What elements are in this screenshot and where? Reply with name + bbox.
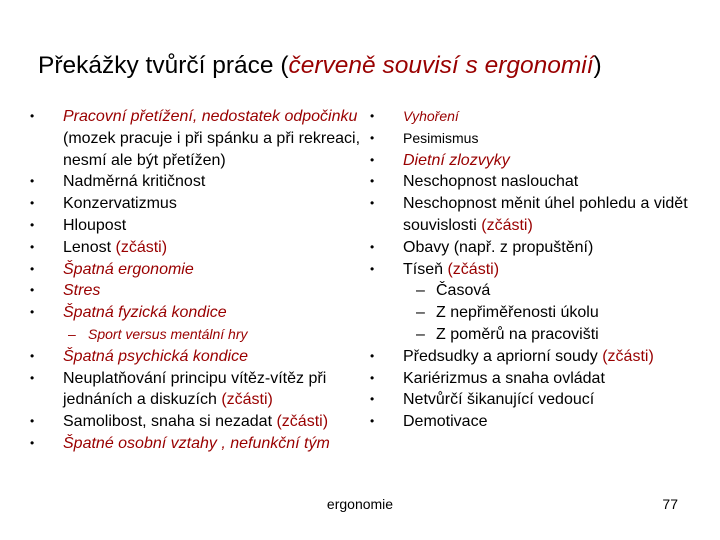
- dash-icon: –: [416, 325, 425, 343]
- list-item: [28, 302, 368, 324]
- bullet-icon: •: [30, 435, 35, 450]
- item-text: Nadměrná kritičnost: [63, 173, 206, 191]
- list-item: [28, 193, 368, 215]
- item-text: Obavy (např. z propuštění): [403, 238, 594, 256]
- bullet-icon: •: [370, 239, 375, 254]
- bullet-icon: •: [370, 370, 375, 385]
- page-number: 77: [662, 496, 678, 512]
- sub-list-item: [28, 324, 368, 346]
- dash-icon: –: [68, 325, 76, 342]
- bullet-icon: •: [30, 174, 35, 189]
- item-text: Špatná fyzická kondice: [63, 304, 227, 322]
- item-text: Špatná ergonomie: [63, 260, 194, 278]
- list-item: [28, 259, 368, 281]
- bullet-icon: •: [370, 196, 375, 211]
- item-text: Netvůrčí šikanující vedoucí: [403, 391, 595, 409]
- item-text: Hloupost: [63, 216, 127, 234]
- list-item: [28, 106, 368, 171]
- list-item: [368, 368, 713, 390]
- item-text: Vyhoření: [403, 108, 459, 124]
- bullet-icon: •: [370, 152, 375, 167]
- list-item: [368, 259, 713, 281]
- item-text: Z poměrů na pracovišti: [436, 325, 599, 343]
- bullet-icon: •: [370, 261, 375, 276]
- list-item: [368, 237, 713, 259]
- bullet-icon: •: [30, 414, 35, 429]
- sub-list-item: [368, 280, 713, 302]
- right-bullet-list: [368, 106, 713, 433]
- item-text: Neuplatňování principu vítěz-vítěz při jednáních a diskuzích: [63, 369, 327, 409]
- list-item: [368, 171, 713, 193]
- footer-text: ergonomie: [326, 496, 394, 512]
- bullet-icon: •: [30, 305, 35, 320]
- bullet-icon: •: [370, 348, 375, 363]
- list-item: [368, 106, 713, 128]
- item-text: Neschopnost naslouchat: [403, 173, 579, 191]
- list-item: [28, 215, 368, 237]
- bullet-icon: •: [30, 370, 35, 385]
- item-text: Časová: [436, 282, 491, 300]
- sub-list-item: [368, 302, 713, 324]
- title-end: ): [593, 52, 602, 79]
- item-text: Špatná psychická kondice: [63, 347, 248, 365]
- item-text: Pracovní přetížení, nedostatek odpočinku: [63, 108, 358, 125]
- bullet-icon: •: [30, 217, 35, 232]
- item-text: Samolibost, snaha si nezadat: [63, 413, 277, 431]
- dash-icon: –: [416, 304, 425, 322]
- list-item: [28, 237, 368, 259]
- item-red-part: (zčásti): [481, 216, 533, 234]
- item-text: Lenost: [63, 238, 116, 256]
- bullet-icon: •: [370, 392, 375, 407]
- bullet-icon: •: [30, 348, 35, 363]
- bullet-icon: •: [370, 414, 375, 429]
- bullet-icon: •: [30, 239, 35, 254]
- item-text: Sport versus mentální hry: [88, 325, 248, 342]
- list-item: [368, 411, 713, 433]
- item-text-rest: (mozek pracuje i při spánku a při rekreaci, nesmí ale být přetížen): [63, 129, 361, 169]
- bullet-icon: •: [370, 130, 375, 145]
- list-item: [28, 433, 368, 455]
- item-text: Dietní zlozvyky: [403, 151, 510, 169]
- item-text: Z nepřiměřenosti úkolu: [436, 304, 599, 322]
- item-red-part: (zčásti): [221, 391, 273, 409]
- bullet-icon: •: [30, 196, 35, 211]
- item-text: Neschopnost měnit úhel pohledu a vidět souvislosti: [403, 195, 688, 234]
- list-item: [28, 280, 368, 302]
- bullet-icon: •: [30, 109, 35, 123]
- item-text: Kariérizmus a snaha ovládat: [403, 369, 605, 387]
- item-text: Pesimismus: [403, 129, 479, 146]
- list-item: [28, 368, 368, 412]
- bullet-icon: •: [370, 174, 375, 189]
- item-text: Konzervatizmus: [63, 195, 177, 213]
- item-text: Demotivace: [403, 413, 488, 431]
- list-item: [368, 128, 713, 150]
- bullet-icon: •: [30, 261, 35, 276]
- item-text: Špatné osobní vztahy , nefunkční tým: [63, 434, 330, 452]
- list-item: [28, 411, 368, 433]
- bullet-icon: •: [30, 283, 35, 298]
- title-red-part: červeně souvisí s ergonomií: [288, 52, 594, 79]
- item-text: Předsudky a apriorní soudy: [403, 347, 603, 365]
- sub-list-item: [368, 324, 713, 346]
- item-red-part: (zčásti): [447, 260, 500, 278]
- list-item: [368, 346, 713, 368]
- item-red-part: (zčásti): [115, 238, 168, 256]
- dash-icon: –: [416, 282, 425, 300]
- list-item: [368, 150, 713, 172]
- bullet-icon: •: [370, 109, 375, 123]
- item-red-part: (zčásti): [276, 413, 329, 431]
- list-item: [28, 171, 368, 193]
- item-red-part: (zčásti): [602, 347, 654, 365]
- left-bullet-list: [28, 106, 368, 455]
- list-item: [368, 193, 713, 237]
- slide-title: [38, 52, 708, 80]
- list-item: [368, 389, 713, 411]
- title-main: Překážky tvůrčí práce (: [38, 52, 289, 79]
- list-item: [28, 346, 368, 368]
- item-text: Stres: [63, 282, 101, 300]
- item-text: Tíseň: [403, 260, 448, 278]
